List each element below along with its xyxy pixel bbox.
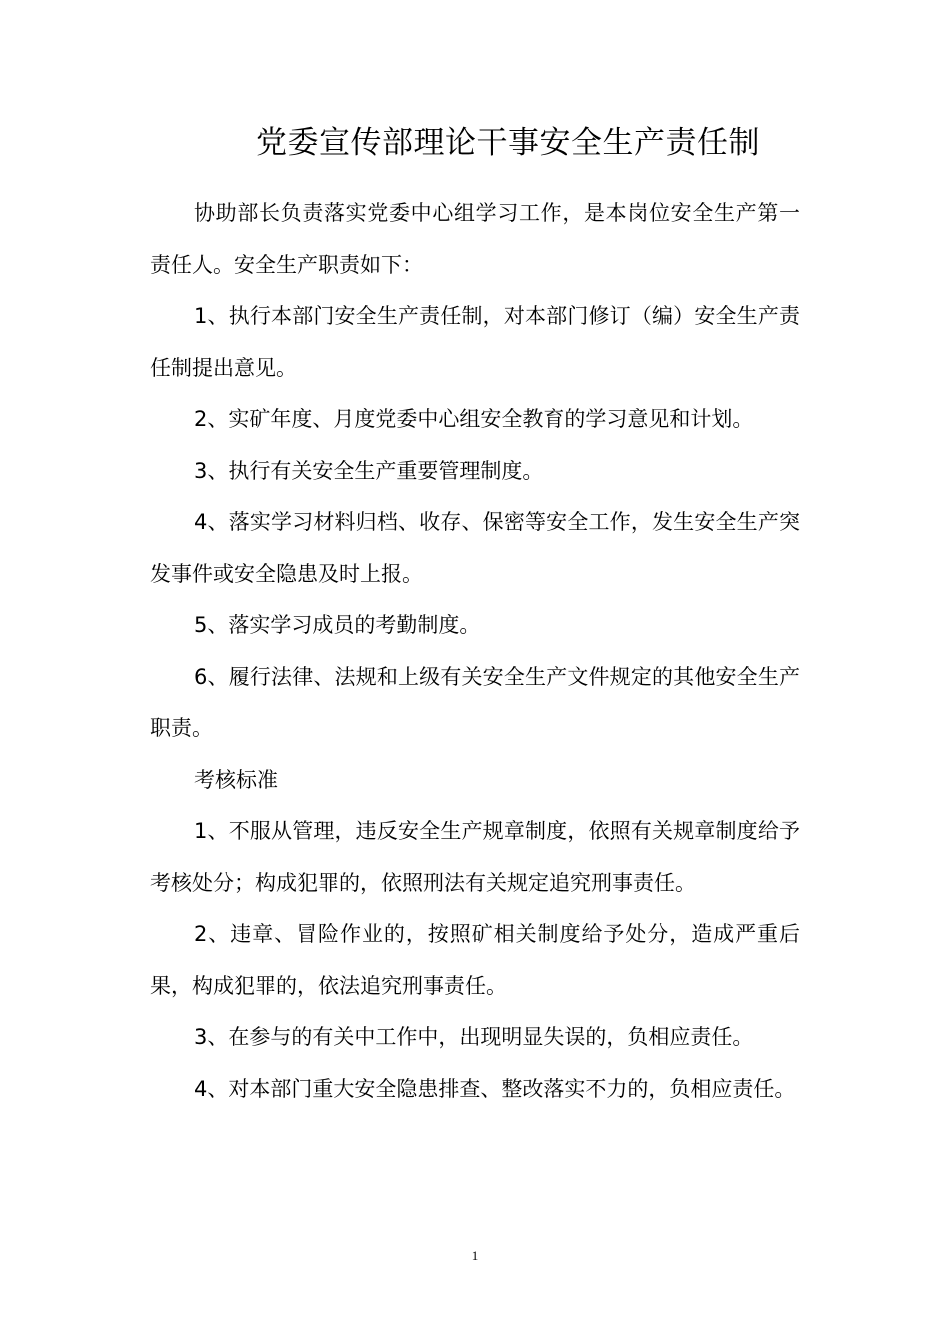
document-title: 党委宣传部理论干事安全生产责任制 <box>256 125 760 161</box>
paragraph-duty-4: 4、落实学习材料归档、收存、保密等安全工作，发生安全生产突发事件或安全隐患及时上报。 <box>150 510 800 586</box>
paragraph-assessment-2: 2、违章、冒险作业的，按照矿相关制度给予处分，造成严重后果，构成犯罪的，依法追究刑事责任。 <box>150 922 800 998</box>
paragraph-duty-2: 2、实矿年度、月度党委中心组安全教育的学习意见和计划。 <box>194 407 754 431</box>
section-heading-assessment: 考核标准 <box>194 767 278 792</box>
paragraph-duty-1: 1、执行本部门安全生产责任制，对本部门修订（编）安全生产责任制提出意见。 <box>150 304 800 380</box>
paragraph-intro: 协助部长负责落实党委中心组学习工作，是本岗位安全生产第一责任人。安全生产职责如下： <box>150 201 800 277</box>
paragraph-duty-3: 3、执行有关安全生产重要管理制度。 <box>194 458 544 483</box>
paragraph-duty-6: 6、履行法律、法规和上级有关安全生产文件规定的其他安全生产职责。 <box>150 664 800 740</box>
page-number: 1 <box>471 1248 479 1263</box>
document-body <box>150 188 800 1115</box>
paragraph-assessment-3: 3、在参与的有关中工作中，出现明显失误的，负相应责任。 <box>194 1025 754 1049</box>
paragraph-assessment-4: 4、对本部门重大安全隐患排查、整改落实不力的，负相应责任。 <box>194 1076 796 1101</box>
paragraph-assessment-1: 1、不服从管理，违反安全生产规章制度，依照有关规章制度给予考核处分；构成犯罪的，依照刑法有关规定追究刑事责任。 <box>150 819 800 895</box>
paragraph-duty-5: 5、落实学习成员的考勤制度。 <box>194 613 481 637</box>
